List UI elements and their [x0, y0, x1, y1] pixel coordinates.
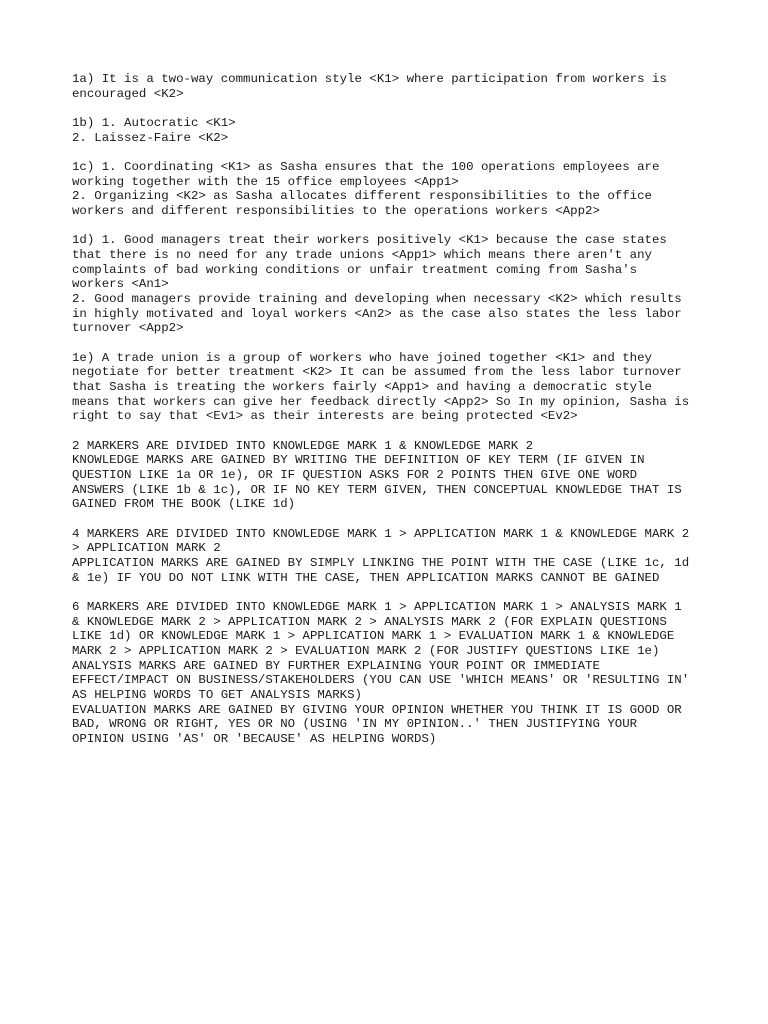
document-page — [72, 72, 712, 761]
two-marker-guide-paragraph: 2 MARKERS ARE DIVIDED INTO KNOWLEDGE MARK 1 & KNOWLEDGE MARK 2 KNOWLEDGE MARKS ARE GAINED BY WRITING THE DEFINITION OF KEY TERM (IF GIVEN IN QUESTION LIKE 1a OR 1e), OR IF QUESTION ASKS FOR 2 POINTS THEN GIVE ONE WORD ANSWERS (LIKE 1b & 1c), OR IF NO KEY TERM GIVEN, THEN CONCEPTUAL KNOWLEDGE THAT IS GAINED FROM THE BOOK (LIKE 1d) — [72, 438, 682, 512]
four-marker-guide-paragraph: 4 MARKERS ARE DIVIDED INTO KNOWLEDGE MARK 1 > APPLICATION MARK 1 & KNOWLEDGE MARK 2 > APPLICATION MARK 2 APPLICATION MARKS ARE GAINED BY SIMPLY LINKING THE POINT WITH THE CASE (LIKE 1c, 1d & 1e) IF YOU DO NOT LINK WITH THE CASE, THEN APPLICATION MARKS CANNOT BE GAINED — [72, 526, 690, 585]
six-marker-guide-paragraph: 6 MARKERS ARE DIVIDED INTO KNOWLEDGE MARK 1 > APPLICATION MARK 1 > ANALYSIS MARK 1 & KNOWLEDGE MARK 2 > APPLICATION MARK 2 > ANALYSIS MARK 2 (FOR EXPLAIN QUESTIONS LIKE 1d) OR KNOWLEDGE MARK 1 > APPLICATION MARK 1 > EVALUATION MARK 1 & KNOWLEDGE MARK 2 > APPLICATION MARK 2 > EVALUATION MARK 2 (FOR JUSTIFY QUESTIONS LIKE 1e) ANALYSIS MARKS ARE GAINED BY FURTHER EXPLAINING YOUR POINT OR IMMEDIATE EFFECT/IMPACT ON BUSINESS/STAKEHOLDERS (YOU CAN USE 'WHICH MEANS' OR 'RESULTING IN' AS HELPING WORDS TO GET ANALYSIS MARKS) EVALUATION MARKS ARE GAINED BY GIVING YOUR OPINION WHETHER YOU THINK IT IS GOOD OR BAD, WRONG OR RIGHT, YES OR NO (USING 'IN MY 0PINION..' THEN JUSTIFYING YOUR OPINION USING 'AS' OR 'BECAUSE' AS HELPING WORDS) — [72, 600, 690, 747]
answer-1e-paragraph: 1e) A trade union is a group of workers who have joined together <K1> and they negotiate for better treatment <K2> It can be assumed from the less labor turnover that Sasha is treating the workers fairly <App1> and having a democratic style means that workers can give her feedback directly <App2> So In my opinion, Sasha is right to say that <Ev1> as their interests are being protected <Ev2> — [72, 350, 690, 424]
answer-1a-paragraph: 1a) It is a two-way communication style <K1> where participation from workers is encouraged <K2> — [72, 72, 667, 101]
answer-1d-paragraph: 1d) 1. Good managers treat their workers positively <K1> because the case states that there is no need for any trade unions <App1> which means there aren't any complaints of bad working conditions or unfair treatment coming from Sasha's workers <An1> 2. Good managers provide training and developing when necessary <K2> which results in highly motivated and loyal workers <An2> as the case also states the less labor turnover <App2> — [72, 233, 682, 336]
answer-1b-paragraph: 1b) 1. Autocratic <K1> 2. Laissez-Faire <K2> — [72, 116, 236, 145]
answer-1c-paragraph: 1c) 1. Coordinating <K1> as Sasha ensures that the 100 operations employees are working together with the 15 office employees <App1> 2. Organizing <K2> as Sasha allocates different responsibilities to the office workers and different responsibilities to the operations workers <App2> — [72, 160, 660, 219]
